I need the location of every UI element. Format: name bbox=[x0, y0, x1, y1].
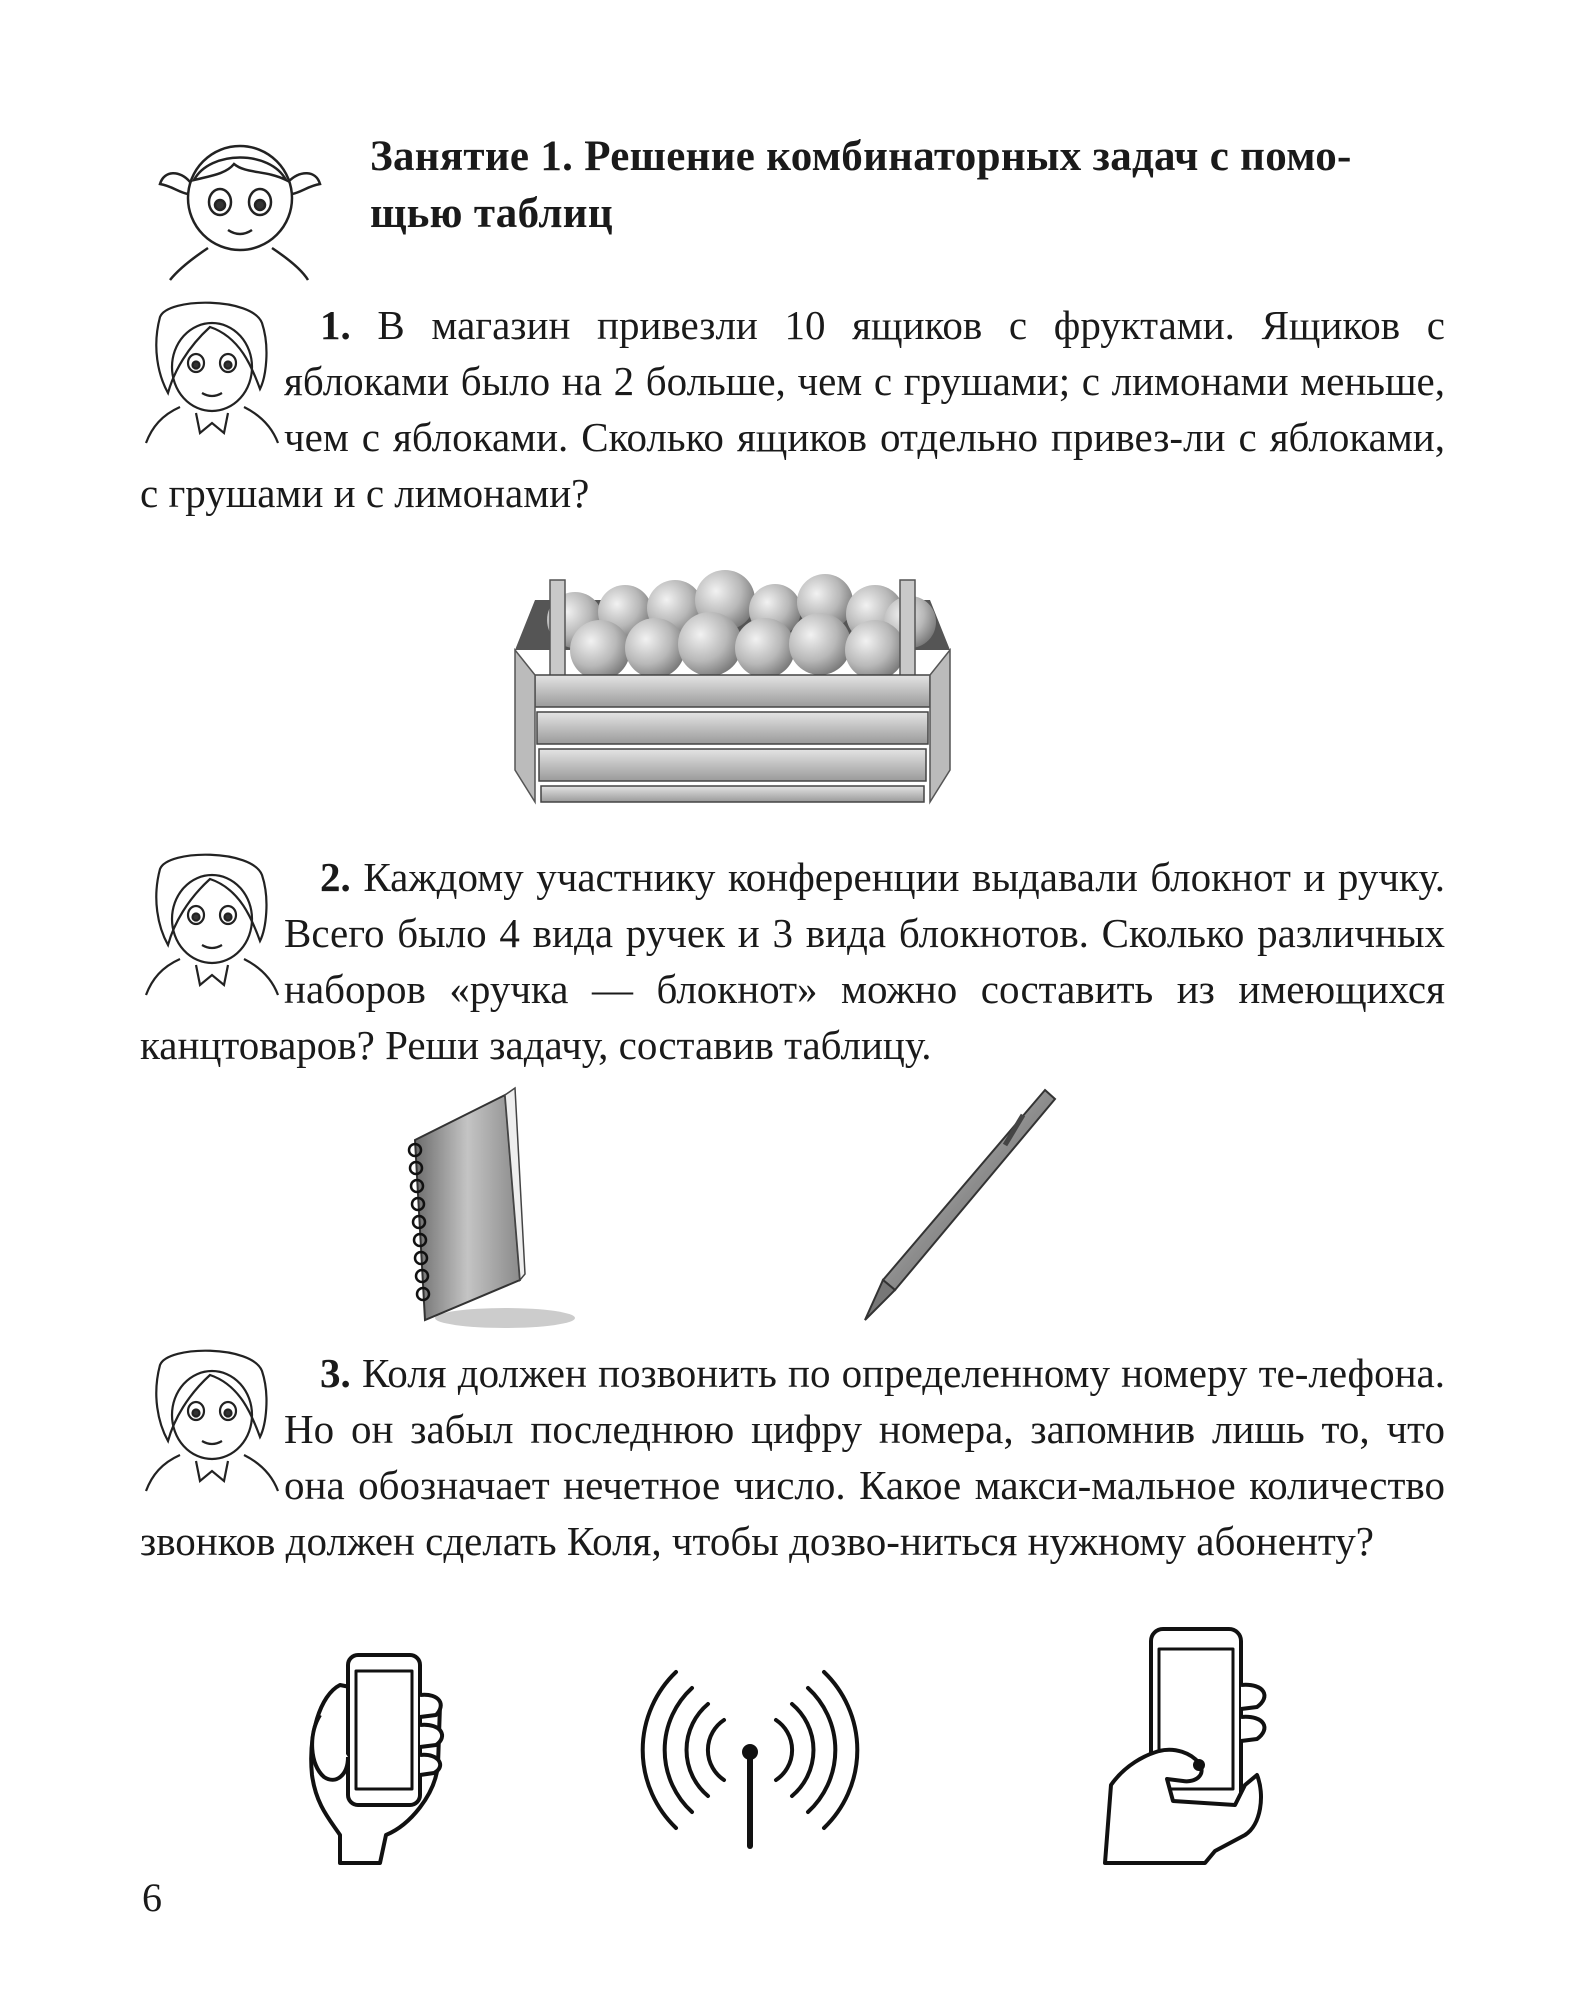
girl-face-icon bbox=[140, 1345, 280, 1495]
pen-icon bbox=[855, 1085, 1060, 1325]
task-3 bbox=[140, 1345, 1445, 1569]
task-text: Каждому участнику конференции выдавали блокнот и ручку. Всего было 4 вида ручек и 3 вида блокнотов. Сколько различных наборов «ручка — блокнот» можно составить из имеющихся канцтоваров? Реши задачу, составив таблицу. bbox=[140, 854, 1445, 1068]
task-number: 2. bbox=[320, 854, 351, 900]
girl-pigtails-icon bbox=[150, 130, 330, 280]
notebook-icon bbox=[395, 1080, 575, 1330]
task-number: 1. bbox=[320, 302, 351, 348]
girl-face-icon bbox=[140, 849, 280, 999]
task-1 bbox=[140, 297, 1445, 521]
radio-antenna-icon bbox=[660, 1670, 840, 1850]
girl-face-icon bbox=[140, 297, 280, 447]
task-text: В магазин привезли 10 ящиков с фруктами. Ящиков с яблоками было на 2 больше, чем с грушами; с лимонами меньше, чем с яблоками. Сколько ящиков отдельно привез-ли с яблоками, с грушами и с лимонами? bbox=[140, 302, 1446, 516]
task-2 bbox=[140, 849, 1445, 1073]
lesson-title: Занятие 1. Решение комбинаторных задач с помо- щью таблиц bbox=[370, 133, 1352, 237]
task-number: 3. bbox=[320, 1350, 351, 1396]
apple-crate-icon bbox=[515, 540, 950, 805]
hand-phone-icon bbox=[300, 1645, 460, 1865]
hand-smartphone-icon bbox=[1095, 1625, 1280, 1865]
task-text: Коля должен позвонить по определенному номеру те-лефона. Но он забыл последнюю цифру номера, запомнив лишь то, что она обозначает нечетное число. Какое макси-мальное количество звонков должен сделать Коля, чтобы дозво-ниться нужному абоненту? bbox=[140, 1350, 1446, 1564]
page-number: 6 bbox=[142, 1875, 162, 1920]
